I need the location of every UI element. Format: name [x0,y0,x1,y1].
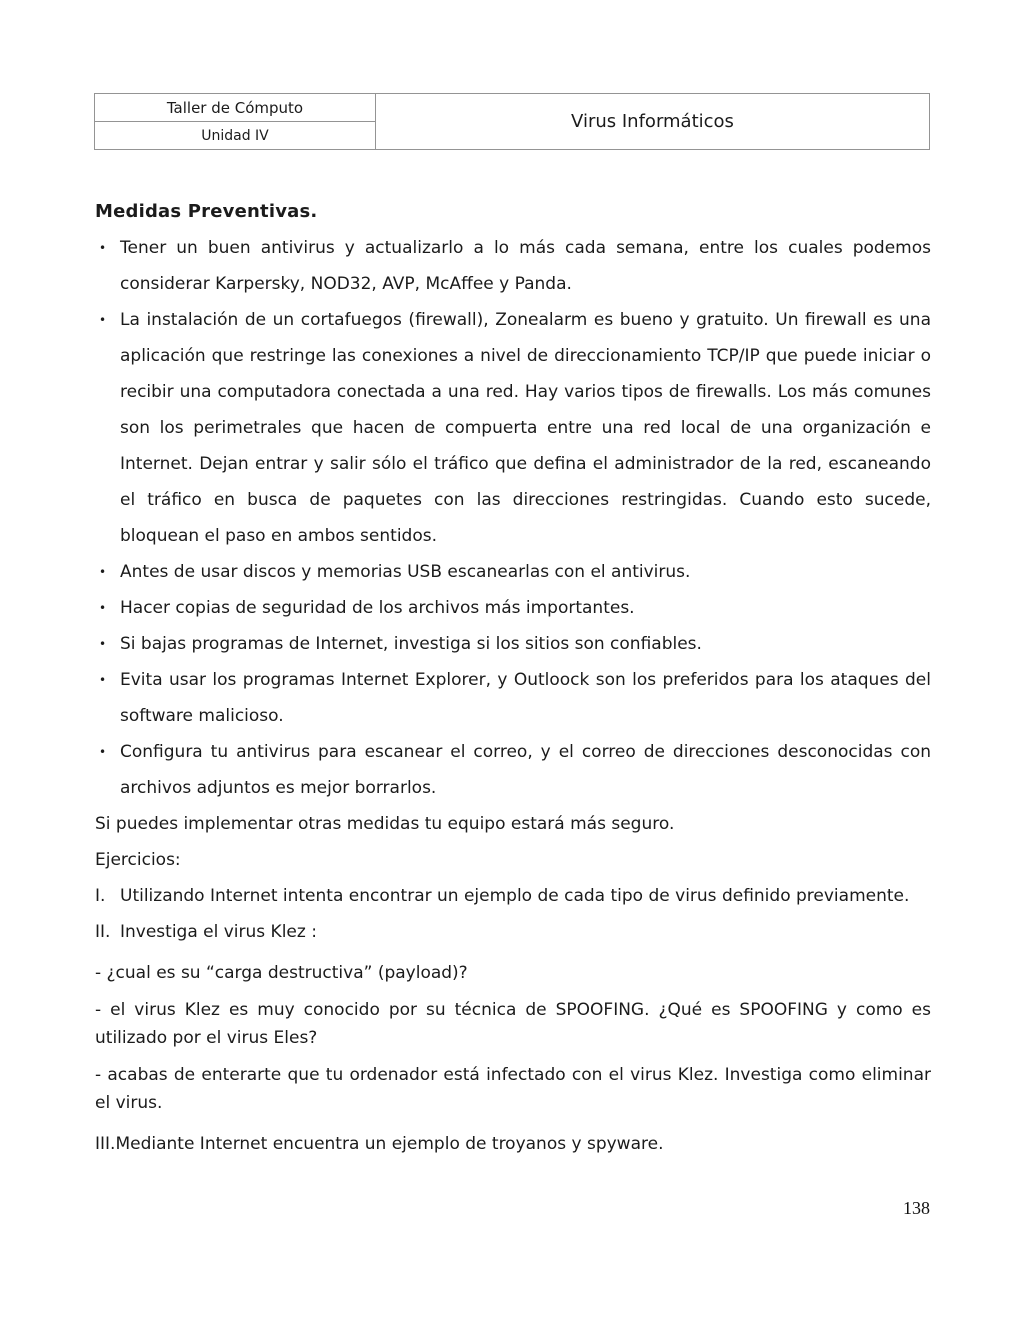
document-body [95,194,931,1162]
bullet-text: Evita usar los programas Internet Explorer, y Outloock son los preferidos para los ataques del software malicioso. [120,670,931,726]
header-unit: Unidad IV [201,127,269,144]
klez-question: - acabas de enterarte que tu ordenador está infectado con el virus Klez. Investiga como eliminar el virus. [95,1065,931,1113]
section-title: Medidas Preventivas. [95,201,318,222]
bullet-item [95,734,931,806]
bullet-text: Antes de usar discos y memorias USB escanearlas con el antivirus. [120,562,691,582]
bullet-icon: • [99,673,107,687]
header-left-column [95,94,376,149]
bullet-icon: • [99,241,107,255]
header-topic: Virus Informáticos [571,111,734,132]
bullet-text: Configura tu antivirus para escanear el correo, y el correo de direcciones desconocidas con archivos adjuntos es mejor borrarlos. [120,742,931,798]
bullet-item [95,662,931,734]
header-course: Taller de Cómputo [95,94,375,122]
bullet-icon: • [99,601,107,615]
exercise-text: Utilizando Internet intenta encontrar un ejemplo de cada tipo de virus definido previamente. [120,886,910,906]
bullet-item [95,626,931,662]
klez-question: - ¿cual es su “carga destructiva” (payload)? [95,963,468,983]
exercise-item-2 [95,914,931,950]
exercise-item-3: III.Mediante Internet encuentra un ejemplo de troyanos y spyware. [95,1134,664,1154]
exercise-item-1 [95,878,931,914]
bullet-icon: • [99,745,107,759]
bullet-item [95,590,931,626]
bullet-text: Tener un buen antivirus y actualizarlo a lo más cada semana, entre los cuales podemos considerar Karpersky, NOD32, AVP, McAffee y Panda. [120,238,931,294]
page-number: 138 [903,1198,930,1218]
exercises-label: Ejercicios: [95,850,181,870]
bullet-item [95,302,931,554]
klez-question-list [95,959,931,1117]
bullet-text: Hacer copias de seguridad de los archivos más importantes. [120,598,635,618]
bullet-icon: • [99,565,107,579]
exercise-marker: I. [95,886,106,906]
closing-line: Si puedes implementar otras medidas tu equipo estará más seguro. [95,814,675,834]
bullet-text: Si bajas programas de Internet, investiga si los sitios son confiables. [120,634,702,654]
header-table [94,93,930,150]
exercise-text: Investiga el virus Klez : [120,922,317,942]
exercise-marker: II. [95,922,111,942]
bullet-item [95,230,931,302]
bullet-icon: • [99,637,107,651]
bullet-text: La instalación de un cortafuegos (firewall), Zonealarm es bueno y gratuito. Un firewall es una aplicación que restringe las conexiones a nivel de direccionamiento TCP/IP que puede iniciar o recibir una computadora conectada a una red. Hay varios tipos de firewalls. Los más comunes son los perimetrales que hacen de compuerta entre una red local de una organización e Internet. Dejan entrar y salir sólo el tráfico que defina el administrador de la red, escaneando el tráfico en busca de paquetes con las direcciones restringidas. Cuando esto sucede, bloquean el paso en ambos sentidos. [120,310,931,546]
bullet-item [95,554,931,590]
bullet-icon: • [99,313,107,327]
klez-question: - el virus Klez es muy conocido por su técnica de SPOOFING. ¿Qué es SPOOFING y como es utilizado por el virus Eles? [95,1000,931,1048]
